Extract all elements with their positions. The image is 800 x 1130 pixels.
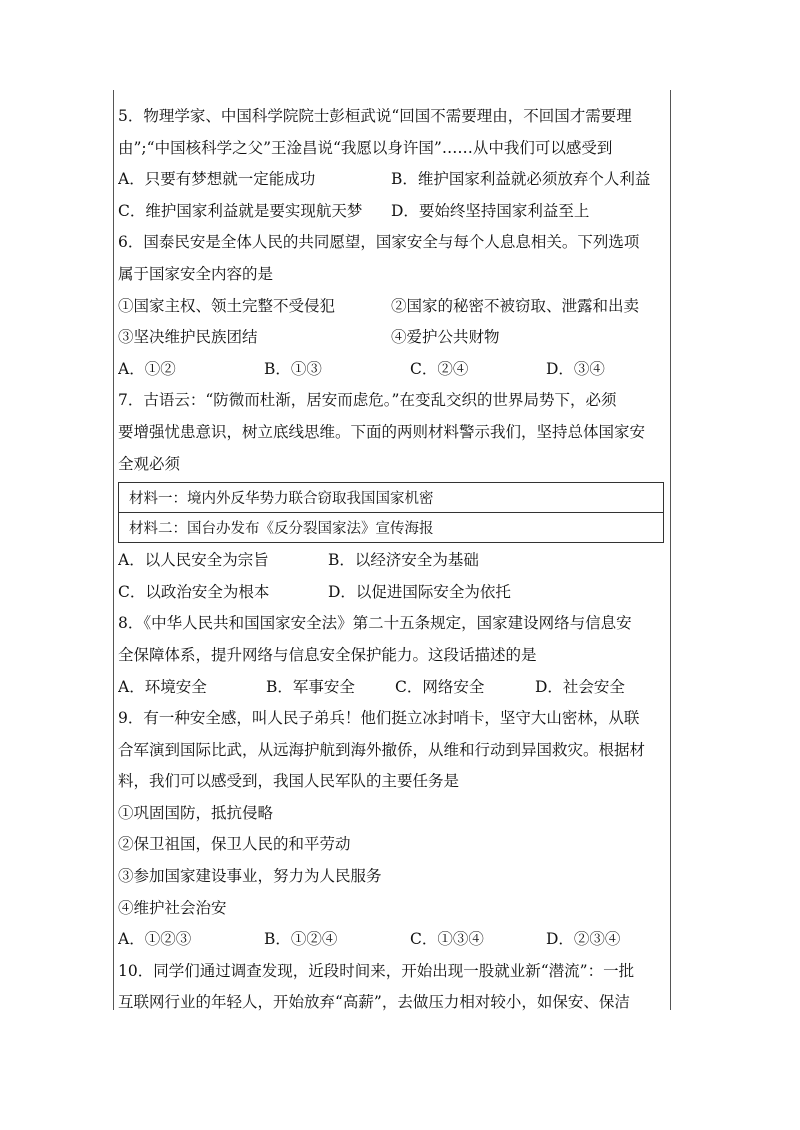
question-7-options-row-2 <box>118 577 664 609</box>
material-row <box>119 483 664 513</box>
question-10 <box>118 956 664 1019</box>
option-c: C．②④ <box>410 359 469 378</box>
question-6-items-row-1 <box>118 291 664 323</box>
option-d: D．③④ <box>546 359 605 378</box>
question-9-stem-line-2: 合军演到国际比武，从远海护航到海外撤侨，从维和行动到异国救灾。根据材 <box>118 740 646 759</box>
question-9-options <box>118 924 664 956</box>
question-10-stem-line-2: 互联网行业的年轻人，开始放弃“高薪”，去做压力相对较小，如保安、保洁 <box>118 993 630 1012</box>
question-8-stem-line-2: 全保障体系，提升网络与信息安全保护能力。这段话描述的是 <box>118 645 537 664</box>
material-1: 材料一：境内外反华势力联合窃取我国国家机密 <box>119 483 664 513</box>
question-8-stem-line-1: 8．《中华人民共和国国家安全法》第二十五条规定，国家建设网络与信息安 <box>118 614 632 633</box>
option-b: B．①③ <box>264 359 322 378</box>
question-9-stem-line-1: 9．有一种安全感，叫人民子弟兵！他们挺立冰封哨卡，坚守大山密林，从联 <box>118 709 640 728</box>
option-d: D．要始终坚持国家利益至上 <box>391 201 590 220</box>
question-9 <box>118 703 664 956</box>
materials-table <box>118 482 664 543</box>
option-c: C．网络安全 <box>395 677 485 696</box>
question-6 <box>118 227 664 385</box>
statement-1: ①巩固国防，抵抗侵略 <box>118 803 274 822</box>
option-c: C．以政治安全为根本 <box>118 582 270 601</box>
option-d: D．社会安全 <box>535 677 625 696</box>
question-6-options <box>118 354 664 386</box>
statement-3: ③参加国家建设事业，努力为人民服务 <box>118 867 382 886</box>
question-8-options <box>118 672 664 704</box>
option-d: D．以促进国际安全为依托 <box>328 582 511 601</box>
question-5-stem-line-2: 由”;“中国核科学之父”王淦昌说“我愿以身许国”……从中我们可以感受到 <box>118 138 613 157</box>
question-5-options-row-1 <box>118 164 664 196</box>
question-8 <box>118 608 664 703</box>
statement-2: ②保卫祖国，保卫人民的和平劳动 <box>118 835 351 854</box>
question-6-stem-line-2: 属于国家安全内容的是 <box>118 264 274 283</box>
question-7-options-row-1 <box>118 545 664 577</box>
question-content <box>118 101 664 1019</box>
option-b: B．①②④ <box>264 930 338 949</box>
question-5-stem-line-1: 5．物理学家、中国科学院院士彭桓武说“回国不需要理由，不回国才需要理 <box>118 107 632 125</box>
question-9-stem-line-3: 料，我们可以感受到，我国人民军队的主要任务是 <box>118 772 460 791</box>
option-b: B．维护国家利益就必须放弃个人利益 <box>391 170 651 189</box>
material-row <box>119 513 664 543</box>
question-7 <box>118 385 664 608</box>
statement-3: ③坚决维护民族团结 <box>118 328 258 347</box>
statement-4: ④爱护公共财物 <box>391 328 500 347</box>
option-a: A．环境安全 <box>118 677 207 696</box>
option-a: A．以人民安全为宗旨 <box>118 551 269 570</box>
option-c: C．维护国家利益就是要实现航天梦 <box>118 201 363 220</box>
question-6-stem-line-1: 6．国泰民安是全体人民的共同愿望，国家安全与每个人息息相关。下列选项 <box>118 233 640 252</box>
material-2: 材料二：国台办发布《反分裂国家法》宣传海报 <box>119 513 664 543</box>
option-a: A．①② <box>118 359 176 378</box>
question-6-items-row-2 <box>118 322 664 354</box>
statement-4: ④维护社会治安 <box>118 898 227 917</box>
option-b: B．军事安全 <box>266 677 355 696</box>
question-7-stem-line-2: 要增强忧患意识，树立底线思维。下面的两则材料警示我们，坚持总体国家安 <box>118 422 646 441</box>
question-7-stem-line-1: 7．古语云：“防微而杜渐，居安而虑危。”在变乱交织的世界局势下，必须 <box>118 391 617 410</box>
question-5-options-row-2 <box>118 196 664 228</box>
option-a: A．只要有梦想就一定能成功 <box>118 170 316 189</box>
question-7-stem-line-3: 全观必须 <box>118 454 181 473</box>
question-5 <box>118 101 664 227</box>
option-d: D．②③④ <box>546 930 621 949</box>
statement-2: ②国家的秘密不被窃取、泄露和出卖 <box>391 296 640 315</box>
option-b: B．以经济安全为基础 <box>328 551 479 570</box>
statement-1: ①国家主权、领土完整不受侵犯 <box>118 296 336 315</box>
option-a: A．①②③ <box>118 930 192 949</box>
option-c: C．①③④ <box>410 930 484 949</box>
question-10-stem-line-1: 10．同学们通过调查发现，近段时间来，开始出现一股就业新“潜流”：一批 <box>118 961 635 980</box>
